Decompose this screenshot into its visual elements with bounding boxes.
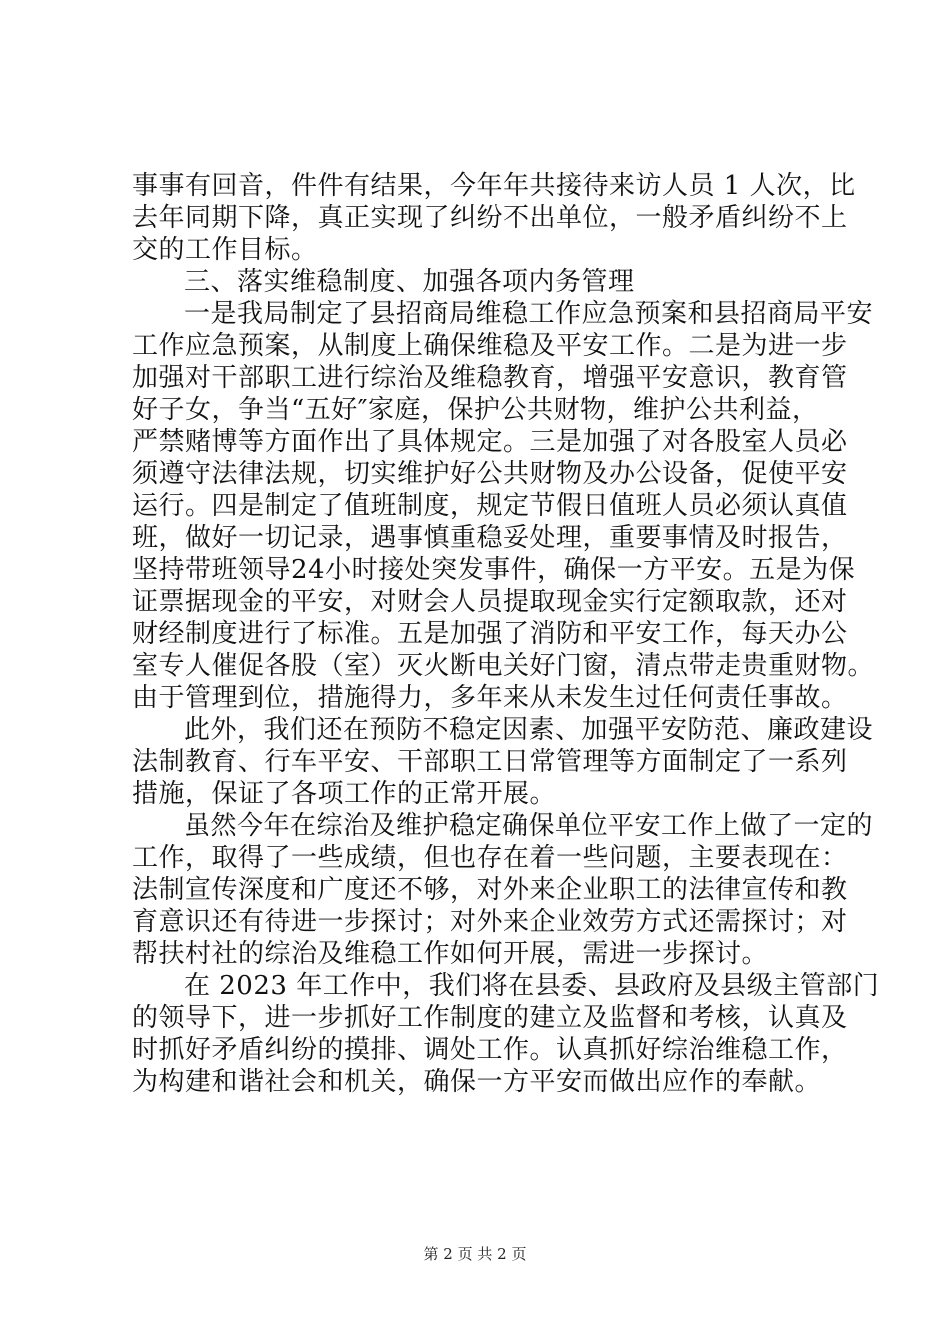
text-line: 加强对干部职工进行综治及维稳教育，增强平安意识，教育管 (132, 363, 848, 393)
document-body (132, 170, 880, 1098)
text-line: 严禁赌博等方面作出了具体规定。三是加强了对各股室人员必 (132, 427, 848, 457)
page-footer (0, 1244, 950, 1264)
text-line: 运行。四是制定了值班制度，规定节假日值班人员必须认真值 (132, 491, 848, 521)
text-line: 虽然今年在综治及维护稳定确保单位平安工作上做了一定的 (184, 811, 874, 841)
text-line: 时抓好矛盾纠纷的摸排、调处工作。认真抓好综治维稳工作， (132, 1035, 848, 1065)
text-line: 帮扶村社的综治及维稳工作如何开展，需进一步探讨。 (132, 939, 769, 969)
text-line: 的领导下，进一步抓好工作制度的建立及监督和考核，认真及 (132, 1003, 848, 1033)
text-line: 室专人催促各股（室）灭火断电关好门窗，清点带走贵重财物。 (132, 651, 875, 681)
text-line: 此外，我们还在预防不稳定因素、加强平安防范、廉政建设 (184, 715, 874, 745)
text-line: 育意识还有待进一步探讨；对外来企业效劳方式还需探讨；对 (132, 907, 848, 937)
text-line: 坚持带班领导24小时接处突发事件，确保一方平安。五是为保 (132, 555, 856, 585)
page-number: 第 2 页 共 2 页 (423, 1245, 527, 1263)
section-heading: 三、落实维稳制度、加强各项内务管理 (184, 267, 635, 297)
text-line: 事事有回音，件件有结果，今年年共接待来访人员 1 人次，比 (132, 171, 856, 201)
text-line: 去年同期下降，真正实现了纠纷不出单位，一般矛盾纠纷不上 (132, 203, 848, 233)
text-line: 由于管理到位，措施得力，多年来从未发生过任何责任事故。 (132, 683, 848, 713)
text-line: 须遵守法律法规，切实维护好公共财物及办公设备，促使平安 (132, 459, 848, 489)
text-line: 交的工作目标。 (132, 235, 318, 265)
text-line: 证票据现金的平安，对财会人员提取现金实行定额取款，还对 (132, 587, 848, 617)
text-line: 班，做好一切记录，遇事慎重稳妥处理，重要事情及时报告， (132, 523, 848, 553)
text-line: 财经制度进行了标准。五是加强了消防和平安工作，每天办公 (132, 619, 848, 649)
text-line: 在 2023 年工作中，我们将在县委、县政府及县级主管部门 (184, 971, 880, 1001)
text-line: 措施，保证了各项工作的正常开展。 (132, 779, 557, 809)
text-line: 法制教育、行车平安、干部职工日常管理等方面制定了一系列 (132, 747, 848, 777)
text-line: 为构建和谐社会和机关，确保一方平安而做出应作的奉献。 (132, 1067, 822, 1097)
text-line: 好子女，争当“五好″家庭，保护公共财物，维护公共利益， (132, 395, 819, 425)
text-line: 工作，取得了一些成绩，但也存在着一些问题，主要表现在： (132, 843, 848, 873)
text-line: 一是我局制定了县招商局维稳工作应急预案和县招商局平安 (184, 299, 874, 329)
text-line: 法制宣传深度和广度还不够，对外来企业职工的法律宣传和教 (132, 875, 848, 905)
text-line: 工作应急预案，从制度上确保维稳及平安工作。二是为进一步 (132, 331, 848, 361)
